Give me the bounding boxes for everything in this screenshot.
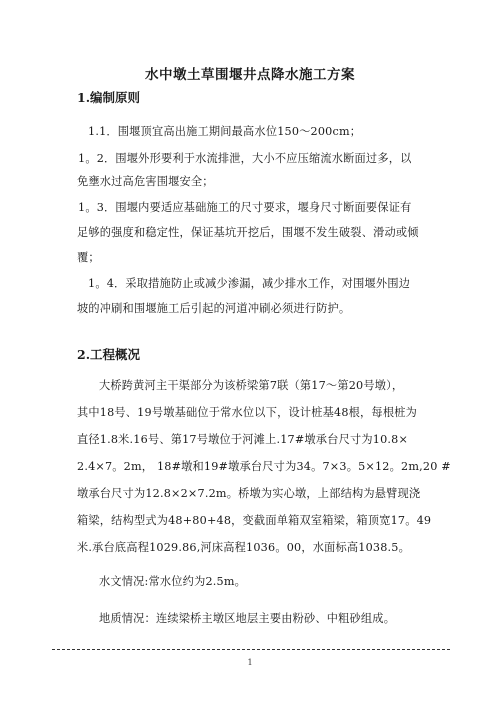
geology-line: 地质情况：连续梁桥主墩区地层主要由粉砂、中粗砂组成。 (99, 612, 396, 625)
paragraph-1-1: 1.1．围堰顶宜高出施工期间最高水位150～200cm； (88, 125, 362, 138)
paragraph-1-3-line-1: 1。3．围堰内要适应基础施工的尺寸要求，堰身尺寸断面要保证有 (78, 201, 412, 214)
section-heading-2: 2.工程概况 (77, 347, 141, 362)
paragraph-1-4-line-2: 坡的冲刷和围堰施工后引起的河道冲刷必须进行防护。 (77, 302, 351, 315)
overview-line-6: 箱梁，结构型式为48+80+48，变截面单箱双室箱梁，箱顶宽17。49 (77, 514, 432, 527)
paragraph-1-2-line-1: 1。2．围堰外形要利于水流排泄，大小不应压缩流水断面过多，以 (78, 152, 412, 165)
document-title: 水中墩土草围堰井点降水施工方案 (145, 67, 355, 83)
page-number: 1 (247, 658, 253, 667)
paragraph-1-2-line-2: 免壅水过高危害围堰安全； (77, 175, 214, 188)
hydrology-line: 水文情况:常水位约为2.5m。 (99, 575, 247, 588)
paragraph-1-3-line-2: 足够的强度和稳定性，保证基坑开挖后，围堰不发生破裂、滑动或倾 (77, 226, 419, 239)
section-heading-1: 1.编制原则 (77, 90, 141, 105)
overview-line-5: 墩承台尺寸为12.8×2×7.2m。桥墩为实心墩，上部结构为悬臂现浇 (77, 487, 421, 500)
overview-line-4: 2.4×7。2m， 18#墩和19#墩承台尺寸为34。7×3。5×12。2m,20 # (77, 460, 451, 473)
footer-divider (52, 649, 450, 650)
paragraph-1-3-line-3: 覆； (77, 251, 100, 264)
overview-line-3: 直径1.8米.16号、第17号墩位于河滩上.17#墩承台尺寸为10.8× (77, 433, 409, 446)
paragraph-1-4-line-1: 1。4．采取措施防止或减少渗漏，减少排水工作，对围堰外围边 (88, 277, 411, 290)
overview-line-2: 其中18号、19号墩基础位于常水位以下，设计桩基48根，每根桩为 (77, 406, 417, 419)
overview-line-7: 米.承台底高程1029.86,河床高程1036。00，水面标高1038.5。 (77, 541, 411, 554)
overview-line-1: 大桥跨黄河主干渠部分为该桥梁第7联（第17～第20号墩）， (99, 379, 404, 392)
